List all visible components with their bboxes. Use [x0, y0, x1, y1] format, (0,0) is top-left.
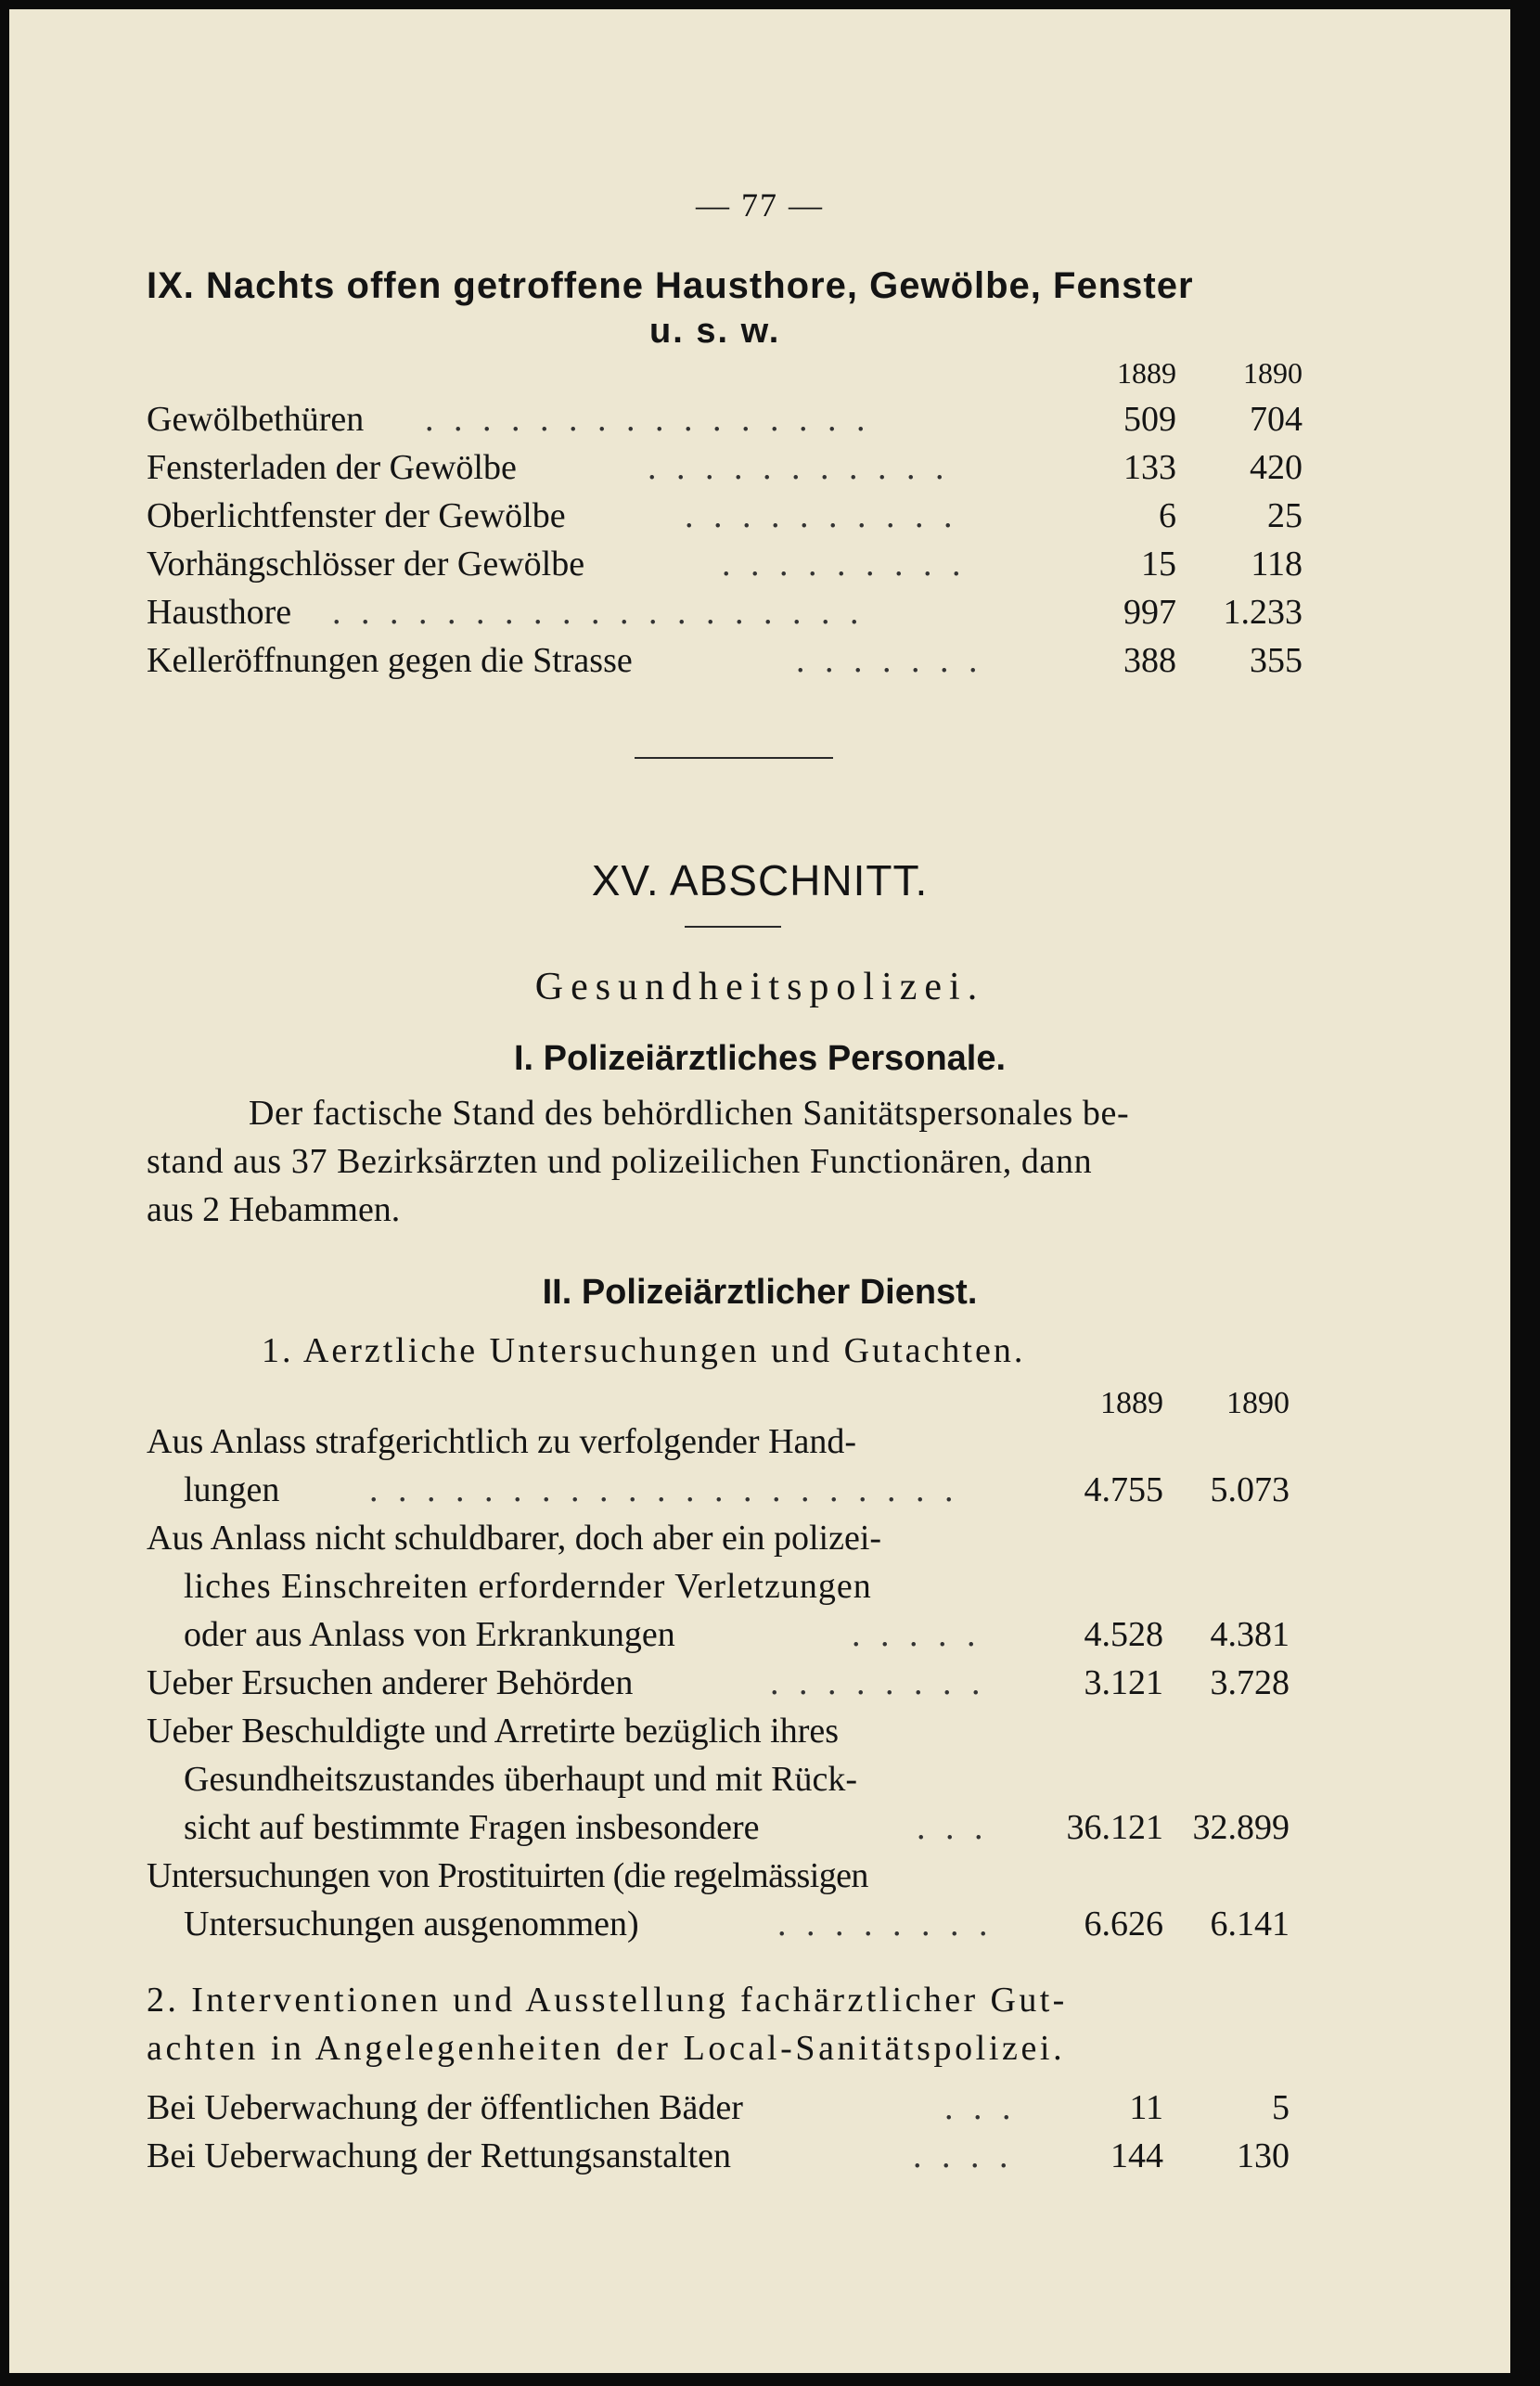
value-1889: 11 — [1129, 2088, 1163, 2127]
section-ix-heading: IX. Nachts offen getroffene Hausthore, Gewölbe, Fenster — [147, 265, 1194, 306]
row-label: Fensterladen der Gewölbe — [147, 448, 517, 487]
table-row — [147, 1469, 1303, 1518]
value-1890: 6.141 — [1210, 1905, 1290, 1943]
subsection-2-heading: 2. Interventionen und Ausstellung fachärztlicher Gut- — [147, 1981, 1068, 2020]
value-1890: 32.899 — [1192, 1808, 1290, 1847]
entry-line: Aus Anlass nicht schuldbarer, doch aber ein polizei- — [147, 1519, 882, 1558]
leader-dots: . . . — [944, 2088, 1017, 2127]
row-label: lungen — [184, 1470, 280, 1509]
row-label: Ueber Ersuchen anderer Behörden — [147, 1663, 634, 1702]
chapter-subtitle: Gesundheitspolizei. — [534, 966, 985, 1008]
value-1890: 25 — [1267, 496, 1303, 535]
leader-dots: . . . . . . . . . . . . . . . . — [425, 400, 871, 439]
value-1889: 4.528 — [1084, 1615, 1163, 1654]
value-1890: 420 — [1250, 448, 1303, 487]
value-1890: 5.073 — [1210, 1470, 1290, 1509]
table-row — [147, 1807, 1303, 1855]
value-1889: 15 — [1141, 545, 1176, 584]
value-1890: 3.728 — [1210, 1663, 1290, 1702]
row-label: Vorhängschlösser der Gewölbe — [147, 545, 585, 584]
row-label: Gewölbethüren — [147, 400, 365, 439]
table-row — [147, 1904, 1303, 1952]
leader-dots: . . . . . . . . . . — [685, 496, 958, 535]
row-label: Kelleröffnungen gegen die Strasse — [147, 641, 633, 680]
value-1889: 144 — [1110, 2136, 1163, 2175]
value-1890: 118 — [1251, 545, 1303, 584]
value-1890: 355 — [1250, 641, 1303, 680]
value-1889: 997 — [1123, 593, 1176, 632]
table-row — [147, 544, 1303, 592]
row-label: oder aus Anlass von Erkrankungen — [184, 1615, 675, 1654]
value-1889: 133 — [1123, 448, 1176, 487]
leader-dots: . . . . . . . — [796, 641, 983, 680]
entry-line: Gesundheitszustandes überhaupt und mit Rück- — [184, 1760, 858, 1799]
row-label: Untersuchungen ausgenommen) — [184, 1905, 639, 1943]
entry-line: Aus Anlass strafgerichtlich zu verfolgender Hand- — [147, 1422, 857, 1461]
value-1889: 6.626 — [1084, 1905, 1163, 1943]
leader-dots: . . . . . . . . . . . — [648, 448, 950, 487]
table-row — [147, 592, 1303, 640]
table-row — [147, 2136, 1303, 2184]
leader-dots: . . . . — [913, 2136, 1014, 2175]
part-i-heading: I. Polizeiärztliches Personale. — [513, 1039, 1007, 1078]
paragraph-line: stand aus 37 Bezirksärzten und polizeilichen Functionären, dann — [147, 1142, 1093, 1181]
paragraph-line: aus 2 Hebammen. — [147, 1190, 401, 1229]
value-1890: 5 — [1272, 2088, 1290, 2127]
table-row — [147, 399, 1303, 447]
year-1889-label: 1889 — [1100, 1386, 1163, 1420]
table-row — [147, 447, 1303, 495]
row-label: Hausthore — [147, 593, 292, 632]
leader-dots: . . . . . . . . — [777, 1905, 994, 1943]
entry-line: Ueber Beschuldigte und Arretirte bezüglich ihres — [147, 1712, 840, 1751]
value-1890: 704 — [1250, 400, 1303, 439]
entry-line: liches Einschreiten erfordernder Verletzungen — [184, 1567, 872, 1606]
table-row — [147, 495, 1303, 544]
section-ix-heading-cont: u. s. w. — [649, 312, 781, 351]
value-1890: 130 — [1237, 2136, 1290, 2175]
section-divider — [635, 757, 833, 759]
subsection-1-heading: 1. Aerztliche Untersuchungen und Gutachten. — [262, 1331, 1026, 1370]
document-page — [9, 9, 1510, 2373]
year-1890-label: 1890 — [1243, 356, 1303, 390]
value-1890: 4.381 — [1210, 1615, 1290, 1654]
leader-dots: . . . . . . . . . . . . . . . . . . . — [332, 593, 865, 632]
leader-dots: . . . . . . . . . — [722, 545, 967, 584]
value-1889: 4.755 — [1084, 1470, 1163, 1509]
leader-dots: . . . . . — [852, 1615, 982, 1654]
subsection-2-heading-cont: achten in Angelegenheiten der Local-Sanitätspolizei. — [147, 2029, 1066, 2068]
row-label: Bei Ueberwachung der öffentlichen Bäder — [147, 2088, 743, 2127]
row-label: Bei Ueberwachung der Rettungsanstalten — [147, 2136, 731, 2175]
page-number: — 77 — — [696, 186, 824, 224]
table-row — [147, 1662, 1303, 1711]
row-label: Oberlichtfenster der Gewölbe — [147, 496, 566, 535]
value-1889: 36.121 — [1066, 1808, 1163, 1847]
value-1889: 6 — [1159, 496, 1176, 535]
entry-line: Untersuchungen von Prostituirten (die regelmässigen — [147, 1856, 868, 1895]
table-row — [147, 2087, 1303, 2136]
value-1889: 388 — [1123, 641, 1176, 680]
part-ii-heading: II. Polizeiärztlicher Dienst. — [542, 1273, 978, 1312]
row-label: sicht auf bestimmte Fragen insbesondere — [184, 1808, 760, 1847]
leader-dots: . . . . . . . . . . . . . . . . . . . . . — [369, 1470, 959, 1509]
year-1890-label: 1890 — [1226, 1386, 1290, 1420]
value-1889: 3.121 — [1084, 1663, 1163, 1702]
table-row — [147, 1614, 1303, 1662]
value-1889: 509 — [1123, 400, 1176, 439]
section-ix-year-header — [147, 356, 1303, 404]
value-1890: 1.233 — [1223, 593, 1303, 632]
year-1889-label: 1889 — [1117, 356, 1176, 390]
table-row — [147, 640, 1303, 688]
leader-dots: . . . . . . . . — [770, 1663, 986, 1702]
chapter-divider — [685, 926, 781, 928]
paragraph-line: Der factische Stand des behördlichen Sanitätspersonales be- — [249, 1094, 1130, 1133]
leader-dots: . . . — [917, 1808, 989, 1847]
chapter-title: XV. ABSCHNITT. — [591, 856, 929, 904]
